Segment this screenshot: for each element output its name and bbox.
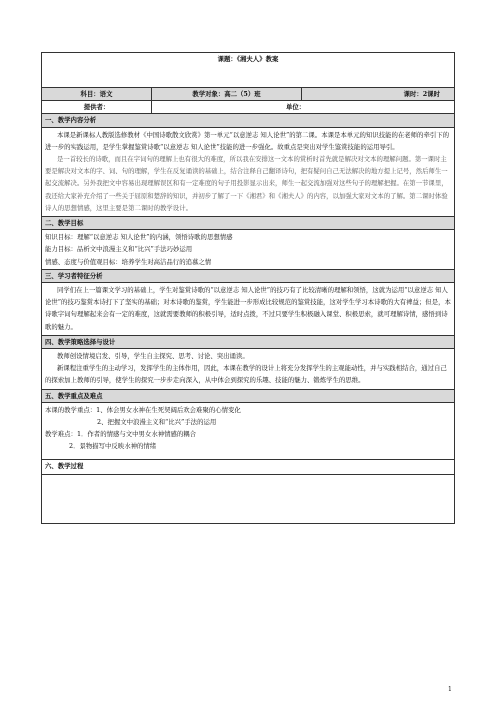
- section-4-heading: 四、教学策略选择与设计: [42, 335, 455, 348]
- difficulty-1: 教学难点：1．作者的情感与文中男女水神情感的耦合: [45, 430, 197, 439]
- section-4-paragraph-2: 新课程注重学生的主动学习，发挥学生的主体作用，因此，本课在教学的设计上将充分发挥学生的主观能动性，并与实践相结合，通过自己的探索加上教师的引导，使学生的探究一步步走向深入，从中体会到探究的乐趣、技能的魅力、锻炼学生的思维。: [45, 364, 447, 385]
- key-point-2: 2、把握文中浪漫主义和“比兴”手法的运用: [97, 418, 217, 427]
- section-3-paragraph: 同学们在上一篇课文学习的基础上，学生对鉴赏诗歌的“以意逆志 知人论世”的技巧有了比较清晰的理解和领悟，这就为运用“以意逆志 知人论世”的技巧鉴赏本诗打下了坚实的基础；对本诗歌的鉴赏，学生能进一步形成比较规范的鉴赏技能，这对学生学习本诗歌的大有裨益；但是，本诗歌字词句理解起来会有一定的难度，这就需要教师的积极引导，适时点拨，不过只要学生积极融入课堂、积极思索，就可理解诗情，感悟到诗歌的魅力。: [45, 286, 451, 331]
- provider-cell: 提供者：: [42, 101, 152, 114]
- difficulty-2: 2．景物描写中反映水神的情绪: [69, 442, 157, 451]
- section-1-paragraph-1: 本课是新课标人教版选修教材《中国诗歌散文欣赏》第一单元“以意逆志 知人论世”的第二课。本课是本单元的知识技能的在老师的牵引下的进一步的实践运用，是学生掌握鉴赏诗歌“以意逆志 知人论世”技能的进一步强化。故重点是突出对学生鉴赏技能的运用导引。: [45, 130, 450, 151]
- lesson-title: 课题：《湘夫人》教案: [42, 53, 455, 88]
- objective-ability: 能力目标：品析文中浪漫主义和“比兴”手法巧妙运用: [45, 245, 193, 254]
- section-5-heading: 五、教学重点及难点: [42, 389, 455, 402]
- key-point-1: 本课的教学重点：1、体会男女水神在生死契阔后欢会难聚的心情变化: [45, 405, 241, 414]
- section-6-body: [42, 474, 455, 523]
- section-4-body: [42, 349, 455, 390]
- section-5-body: [42, 402, 455, 459]
- section-3-body: [42, 283, 455, 336]
- section-1-body: [42, 127, 455, 216]
- page-number: 1: [448, 686, 452, 693]
- section-1-heading: 一、教学内容分析: [42, 114, 455, 127]
- objective-knowledge: 知识目标：理解“以意逆志 知人论世”的内涵，领悟诗歌的思想情感: [45, 233, 233, 242]
- subject-cell: 科目：语文: [42, 88, 152, 101]
- section-3-heading: 三、学习者特征分析: [42, 269, 455, 282]
- section-2-body: [42, 230, 455, 270]
- section-4-paragraph-1: 教师创设情境启发、引导，学生自主探究、思考、讨论、突出诵读。: [57, 352, 249, 361]
- section-6-heading: 六、教学过程: [42, 459, 455, 474]
- unit-cell: 单位：: [152, 101, 455, 114]
- objective-emotion: 情感、态度与价值观目标：培养学生对高洁品行的追慕之情: [45, 257, 212, 266]
- section-2-heading: 二、教学目标: [42, 217, 455, 230]
- section-1-paragraph-2: 是一首较长的诗歌，而且在字词句的理解上也有很大的难度，所以我在安排这一文本的赏析时首先就是解决对文本的理解问题。第一课时主要是解决对文本的字、词、句的理解，学生在反复诵读的基础上，结合注释自己翻译诗句，把有疑问自己无法解决的地方提上记号，然后师生一起交流解决。另外我把文中容易出现理解误区和有一定难度的句子用投影显示出来，师生一起交流加强对这些句子的理解把握。在第一节课里，我还给大家补充介绍了一些关于屈原和楚辞的知识，并初步了解了一下《湘君》和《湘夫人》的内容，以加强大家对文本的了解。第二课时体验诗人的思想情感，这里主要是第二课时的教学设计。: [45, 155, 448, 212]
- meta-row-1: [42, 88, 455, 101]
- meta-row-2: [42, 101, 455, 114]
- audience-cell: 教学对象：高二（5）班: [152, 88, 302, 101]
- title-row: [42, 53, 455, 88]
- hours-cell: 课时：2课时: [302, 88, 455, 101]
- lesson-plan-table: [41, 52, 455, 524]
